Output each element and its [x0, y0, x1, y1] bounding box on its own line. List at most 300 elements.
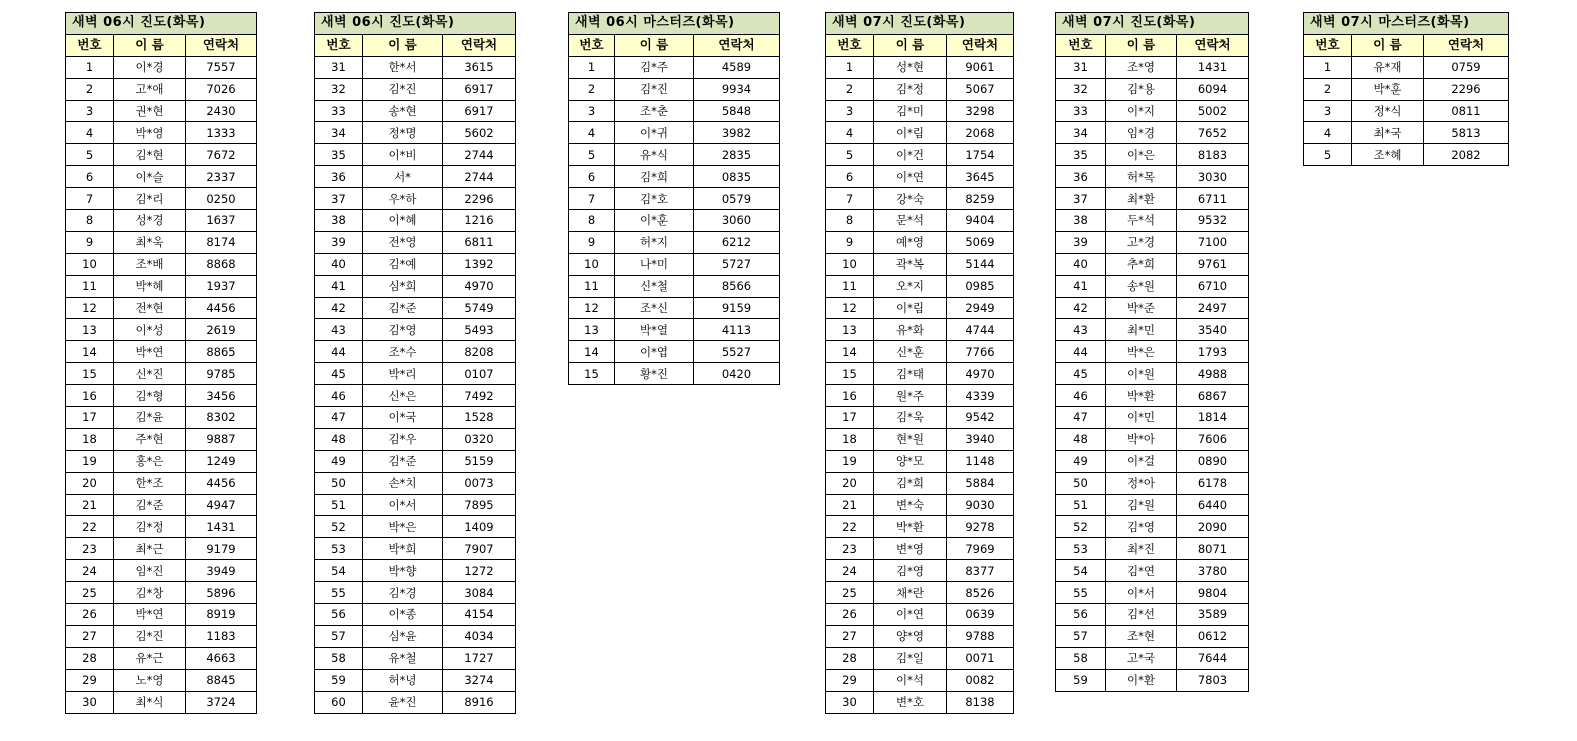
- cell-name: 박*향: [363, 560, 443, 582]
- cell-number: 53: [315, 538, 363, 560]
- cell-name: 나*미: [615, 253, 694, 275]
- cell-contact: 4113: [694, 319, 780, 341]
- cell-number: 18: [826, 428, 874, 450]
- cell-contact: 1793: [1177, 341, 1249, 363]
- cell-number: 9: [66, 231, 114, 253]
- table-title: 새벽 07시 진도(화목): [826, 13, 1014, 35]
- cell-name: 이*연: [874, 166, 947, 188]
- cell-number: 57: [315, 625, 363, 647]
- cell-number: 2: [569, 78, 615, 100]
- cell-contact: 4970: [947, 363, 1014, 385]
- cell-contact: 6811: [443, 231, 516, 253]
- table-header-row: [569, 34, 780, 56]
- cell-number: 15: [569, 363, 615, 385]
- cell-name: 김*희: [874, 472, 947, 494]
- cell-number: 30: [826, 691, 874, 713]
- cell-name: 조*혜: [1352, 144, 1424, 166]
- cell-number: 24: [826, 560, 874, 582]
- header-name: 이 름: [1352, 34, 1424, 56]
- table-row: [66, 582, 257, 604]
- cell-name: 박*아: [1106, 428, 1177, 450]
- cell-name: 김*현: [114, 144, 186, 166]
- cell-name: 김*윤: [114, 407, 186, 429]
- cell-contact: 6710: [1177, 275, 1249, 297]
- cell-contact: 7969: [947, 538, 1014, 560]
- cell-contact: 9532: [1177, 210, 1249, 232]
- cell-contact: 7766: [947, 341, 1014, 363]
- cell-contact: 3540: [1177, 319, 1249, 341]
- table-row: [569, 166, 780, 188]
- cell-name: 이*지: [1106, 100, 1177, 122]
- table-row: [66, 188, 257, 210]
- cell-number: 16: [66, 385, 114, 407]
- table-row: [569, 188, 780, 210]
- table-row: [66, 100, 257, 122]
- table-title-row: [569, 13, 780, 35]
- table-row: [569, 210, 780, 232]
- cell-number: 19: [826, 450, 874, 472]
- cell-name: 오*지: [874, 275, 947, 297]
- cell-contact: 3589: [1177, 604, 1249, 626]
- table-row: [826, 166, 1014, 188]
- cell-contact: 4947: [186, 494, 257, 516]
- cell-contact: 6917: [443, 100, 516, 122]
- cell-contact: 4154: [443, 604, 516, 626]
- cell-number: 27: [66, 625, 114, 647]
- cell-number: 22: [66, 516, 114, 538]
- cell-name: 송*현: [363, 100, 443, 122]
- cell-number: 41: [315, 275, 363, 297]
- cell-name: 변*영: [874, 538, 947, 560]
- table-row: [315, 100, 516, 122]
- cell-contact: 5602: [443, 122, 516, 144]
- table-row: [826, 604, 1014, 626]
- table-row: [315, 275, 516, 297]
- cell-name: 김*준: [114, 494, 186, 516]
- cell-number: 45: [315, 363, 363, 385]
- header-contact: 연락처: [1177, 34, 1249, 56]
- cell-name: 임*진: [114, 560, 186, 582]
- cell-contact: 0612: [1177, 625, 1249, 647]
- cell-name: 신*철: [615, 275, 694, 297]
- cell-name: 박*리: [363, 363, 443, 385]
- header-number: 번호: [315, 34, 363, 56]
- cell-name: 정*아: [1106, 472, 1177, 494]
- header-name: 이 름: [615, 34, 694, 56]
- cell-number: 36: [1056, 166, 1106, 188]
- cell-contact: 8868: [186, 253, 257, 275]
- cell-number: 25: [66, 582, 114, 604]
- table-row: [1056, 450, 1249, 472]
- cell-number: 40: [315, 253, 363, 275]
- cell-contact: 0639: [947, 604, 1014, 626]
- cell-number: 3: [1304, 100, 1352, 122]
- cell-number: 5: [66, 144, 114, 166]
- table-row: [826, 231, 1014, 253]
- table-row: [826, 450, 1014, 472]
- cell-name: 김*희: [615, 166, 694, 188]
- table-row: [66, 297, 257, 319]
- cell-contact: 8071: [1177, 538, 1249, 560]
- cell-number: 49: [315, 450, 363, 472]
- table-row: [66, 56, 257, 78]
- table-header-row: [1304, 34, 1509, 56]
- table-row: [569, 56, 780, 78]
- cell-name: 이*원: [1106, 363, 1177, 385]
- cell-contact: 8566: [694, 275, 780, 297]
- cell-name: 조*수: [363, 341, 443, 363]
- cell-name: 최*진: [1106, 538, 1177, 560]
- cell-number: 17: [826, 407, 874, 429]
- cell-contact: 8377: [947, 560, 1014, 582]
- cell-contact: 9404: [947, 210, 1014, 232]
- cell-name: 성*현: [874, 56, 947, 78]
- cell-name: 유*철: [363, 647, 443, 669]
- table-title-row: [1056, 13, 1249, 35]
- cell-name: 원*주: [874, 385, 947, 407]
- cell-name: 김*정: [114, 516, 186, 538]
- table-row: [66, 538, 257, 560]
- cell-contact: 2082: [1424, 144, 1509, 166]
- table-row: [1304, 100, 1509, 122]
- cell-number: 38: [315, 210, 363, 232]
- cell-name: 유*화: [874, 319, 947, 341]
- table-row: [1056, 144, 1249, 166]
- table-row: [826, 122, 1014, 144]
- cell-number: 2: [66, 78, 114, 100]
- cell-number: 10: [826, 253, 874, 275]
- header-contact: 연락처: [186, 34, 257, 56]
- cell-number: 59: [1056, 669, 1106, 691]
- cell-contact: 1249: [186, 450, 257, 472]
- table-row: [66, 319, 257, 341]
- table-row: [569, 319, 780, 341]
- cell-number: 4: [66, 122, 114, 144]
- cell-number: 11: [66, 275, 114, 297]
- cell-contact: 3060: [694, 210, 780, 232]
- cell-contact: 2497: [1177, 297, 1249, 319]
- roster-table-6: [1303, 12, 1509, 166]
- cell-name: 예*영: [874, 231, 947, 253]
- cell-contact: 9030: [947, 494, 1014, 516]
- cell-name: 추*희: [1106, 253, 1177, 275]
- cell-number: 21: [66, 494, 114, 516]
- cell-name: 조*춘: [615, 100, 694, 122]
- table-row: [66, 275, 257, 297]
- table-row: [1056, 210, 1249, 232]
- cell-number: 47: [1056, 407, 1106, 429]
- table-row: [315, 56, 516, 78]
- cell-number: 11: [569, 275, 615, 297]
- cell-number: 1: [66, 56, 114, 78]
- table-title: 새벽 06시 진도(화목): [315, 13, 516, 35]
- cell-number: 6: [826, 166, 874, 188]
- cell-number: 39: [1056, 231, 1106, 253]
- cell-name: 성*경: [114, 210, 186, 232]
- cell-contact: 1272: [443, 560, 516, 582]
- cell-name: 이*혜: [363, 210, 443, 232]
- cell-number: 55: [1056, 582, 1106, 604]
- cell-number: 5: [826, 144, 874, 166]
- table-row: [315, 472, 516, 494]
- table-row: [1056, 100, 1249, 122]
- header-number: 번호: [826, 34, 874, 56]
- cell-contact: 2835: [694, 144, 780, 166]
- cell-number: 30: [66, 691, 114, 713]
- cell-contact: 0320: [443, 428, 516, 450]
- table-title: 새벽 06시 진도(화목): [66, 13, 257, 35]
- cell-contact: 7100: [1177, 231, 1249, 253]
- cell-number: 33: [1056, 100, 1106, 122]
- table-row: [1056, 538, 1249, 560]
- table-title: 새벽 07시 진도(화목): [1056, 13, 1249, 35]
- cell-contact: 4744: [947, 319, 1014, 341]
- table-row: [315, 188, 516, 210]
- cell-contact: 3298: [947, 100, 1014, 122]
- header-name: 이 름: [114, 34, 186, 56]
- cell-contact: 1727: [443, 647, 516, 669]
- cell-contact: 5749: [443, 297, 516, 319]
- cell-name: 최*환: [1106, 188, 1177, 210]
- cell-contact: 2296: [443, 188, 516, 210]
- cell-name: 김*영: [1106, 516, 1177, 538]
- cell-contact: 8208: [443, 341, 516, 363]
- cell-contact: 9179: [186, 538, 257, 560]
- cell-contact: 1814: [1177, 407, 1249, 429]
- table-row: [315, 625, 516, 647]
- table-row: [826, 56, 1014, 78]
- table-row: [826, 78, 1014, 100]
- cell-contact: 3084: [443, 582, 516, 604]
- cell-name: 김*준: [363, 297, 443, 319]
- cell-contact: 9159: [694, 297, 780, 319]
- cell-contact: 6212: [694, 231, 780, 253]
- cell-name: 두*석: [1106, 210, 1177, 232]
- cell-number: 8: [66, 210, 114, 232]
- cell-contact: 0107: [443, 363, 516, 385]
- cell-number: 6: [569, 166, 615, 188]
- table-header-row: [826, 34, 1014, 56]
- header-name: 이 름: [363, 34, 443, 56]
- cell-contact: 8916: [443, 691, 516, 713]
- cell-contact: 8183: [1177, 144, 1249, 166]
- cell-name: 이*엽: [615, 341, 694, 363]
- cell-number: 1: [826, 56, 874, 78]
- cell-contact: 7895: [443, 494, 516, 516]
- table-row: [66, 341, 257, 363]
- cell-name: 최*근: [114, 538, 186, 560]
- cell-contact: 2296: [1424, 78, 1509, 100]
- table-row: [826, 516, 1014, 538]
- header-contact: 연락처: [1424, 34, 1509, 56]
- table-row: [1056, 231, 1249, 253]
- cell-name: 김*미: [874, 100, 947, 122]
- cell-number: 60: [315, 691, 363, 713]
- cell-contact: 7907: [443, 538, 516, 560]
- cell-contact: 5144: [947, 253, 1014, 275]
- table-row: [315, 450, 516, 472]
- cell-name: 이*림: [874, 122, 947, 144]
- cell-name: 윤*진: [363, 691, 443, 713]
- cell-name: 서*: [363, 166, 443, 188]
- cell-number: 50: [1056, 472, 1106, 494]
- cell-contact: 9788: [947, 625, 1014, 647]
- cell-number: 3: [66, 100, 114, 122]
- cell-name: 최*국: [1352, 122, 1424, 144]
- cell-contact: 3274: [443, 669, 516, 691]
- cell-number: 37: [1056, 188, 1106, 210]
- cell-number: 4: [826, 122, 874, 144]
- table-row: [826, 253, 1014, 275]
- cell-number: 5: [569, 144, 615, 166]
- cell-number: 52: [315, 516, 363, 538]
- cell-contact: 5848: [694, 100, 780, 122]
- cell-name: 유*재: [1352, 56, 1424, 78]
- cell-number: 29: [66, 669, 114, 691]
- cell-contact: 9061: [947, 56, 1014, 78]
- cell-number: 48: [315, 428, 363, 450]
- cell-number: 14: [66, 341, 114, 363]
- cell-number: 42: [315, 297, 363, 319]
- cell-number: 59: [315, 669, 363, 691]
- cell-name: 이*국: [363, 407, 443, 429]
- cell-name: 곽*복: [874, 253, 947, 275]
- cell-contact: 6178: [1177, 472, 1249, 494]
- cell-number: 36: [315, 166, 363, 188]
- cell-number: 24: [66, 560, 114, 582]
- cell-contact: 5067: [947, 78, 1014, 100]
- cell-number: 3: [569, 100, 615, 122]
- cell-name: 박*혜: [114, 275, 186, 297]
- cell-number: 16: [826, 385, 874, 407]
- cell-name: 이*걸: [1106, 450, 1177, 472]
- cell-contact: 0890: [1177, 450, 1249, 472]
- cell-contact: 9542: [947, 407, 1014, 429]
- table-row: [1304, 78, 1509, 100]
- cell-name: 유*식: [615, 144, 694, 166]
- table-row: [66, 450, 257, 472]
- cell-name: 김*형: [114, 385, 186, 407]
- cell-contact: 6094: [1177, 78, 1249, 100]
- table-row: [826, 691, 1014, 713]
- cell-number: 47: [315, 407, 363, 429]
- table-row: [826, 319, 1014, 341]
- table-row: [66, 669, 257, 691]
- cell-contact: 1148: [947, 450, 1014, 472]
- table-row: [66, 516, 257, 538]
- cell-contact: 2744: [443, 166, 516, 188]
- cell-number: 44: [315, 341, 363, 363]
- cell-number: 13: [826, 319, 874, 341]
- cell-contact: 8138: [947, 691, 1014, 713]
- table-title-row: [1304, 13, 1509, 35]
- cell-contact: 1937: [186, 275, 257, 297]
- roster-table-2: [314, 12, 516, 714]
- cell-contact: 4988: [1177, 363, 1249, 385]
- table-row: [1056, 275, 1249, 297]
- cell-contact: 5727: [694, 253, 780, 275]
- table-row: [66, 691, 257, 713]
- cell-contact: 1754: [947, 144, 1014, 166]
- cell-contact: 3645: [947, 166, 1014, 188]
- cell-name: 최*식: [114, 691, 186, 713]
- cell-contact: 8919: [186, 604, 257, 626]
- roster-table-5: [1055, 12, 1249, 692]
- cell-number: 58: [1056, 647, 1106, 669]
- cell-name: 김*창: [114, 582, 186, 604]
- cell-number: 35: [315, 144, 363, 166]
- cell-number: 27: [826, 625, 874, 647]
- cell-number: 8: [826, 210, 874, 232]
- cell-name: 허*녕: [363, 669, 443, 691]
- cell-name: 변*호: [874, 691, 947, 713]
- cell-contact: 8845: [186, 669, 257, 691]
- cell-number: 18: [66, 428, 114, 450]
- cell-contact: 1528: [443, 407, 516, 429]
- table-row: [315, 582, 516, 604]
- roster-table-3: [568, 12, 780, 385]
- cell-number: 22: [826, 516, 874, 538]
- table-row: [315, 231, 516, 253]
- cell-name: 현*원: [874, 428, 947, 450]
- cell-name: 고*국: [1106, 647, 1177, 669]
- cell-number: 46: [1056, 385, 1106, 407]
- table-row: [1056, 56, 1249, 78]
- cell-number: 33: [315, 100, 363, 122]
- cell-number: 14: [826, 341, 874, 363]
- cell-name: 조*배: [114, 253, 186, 275]
- cell-contact: 1431: [186, 516, 257, 538]
- cell-number: 10: [569, 253, 615, 275]
- cell-name: 이*비: [363, 144, 443, 166]
- table-row: [315, 319, 516, 341]
- cell-name: 이*림: [874, 297, 947, 319]
- header-name: 이 름: [1106, 34, 1177, 56]
- table-row: [66, 78, 257, 100]
- cell-number: 12: [66, 297, 114, 319]
- cell-name: 최*욱: [114, 231, 186, 253]
- cell-contact: 0073: [443, 472, 516, 494]
- cell-contact: 3949: [186, 560, 257, 582]
- cell-number: 1: [569, 56, 615, 78]
- table-row: [826, 472, 1014, 494]
- cell-name: 이*귀: [615, 122, 694, 144]
- cell-contact: 9887: [186, 428, 257, 450]
- table-title-row: [315, 13, 516, 35]
- table-row: [315, 210, 516, 232]
- cell-number: 51: [315, 494, 363, 516]
- table-row: [826, 538, 1014, 560]
- table-row: [826, 210, 1014, 232]
- table-row: [826, 560, 1014, 582]
- cell-name: 박*환: [1106, 385, 1177, 407]
- cell-name: 고*애: [114, 78, 186, 100]
- table-row: [315, 669, 516, 691]
- table-row: [826, 144, 1014, 166]
- cell-name: 박*열: [615, 319, 694, 341]
- cell-name: 변*숙: [874, 494, 947, 516]
- cell-contact: 1392: [443, 253, 516, 275]
- cell-name: 최*민: [1106, 319, 1177, 341]
- header-number: 번호: [1304, 34, 1352, 56]
- header-contact: 연락처: [443, 34, 516, 56]
- table-row: [66, 144, 257, 166]
- table-row: [569, 144, 780, 166]
- table-row: [826, 407, 1014, 429]
- cell-name: 고*경: [1106, 231, 1177, 253]
- cell-contact: 7026: [186, 78, 257, 100]
- cell-name: 박*은: [363, 516, 443, 538]
